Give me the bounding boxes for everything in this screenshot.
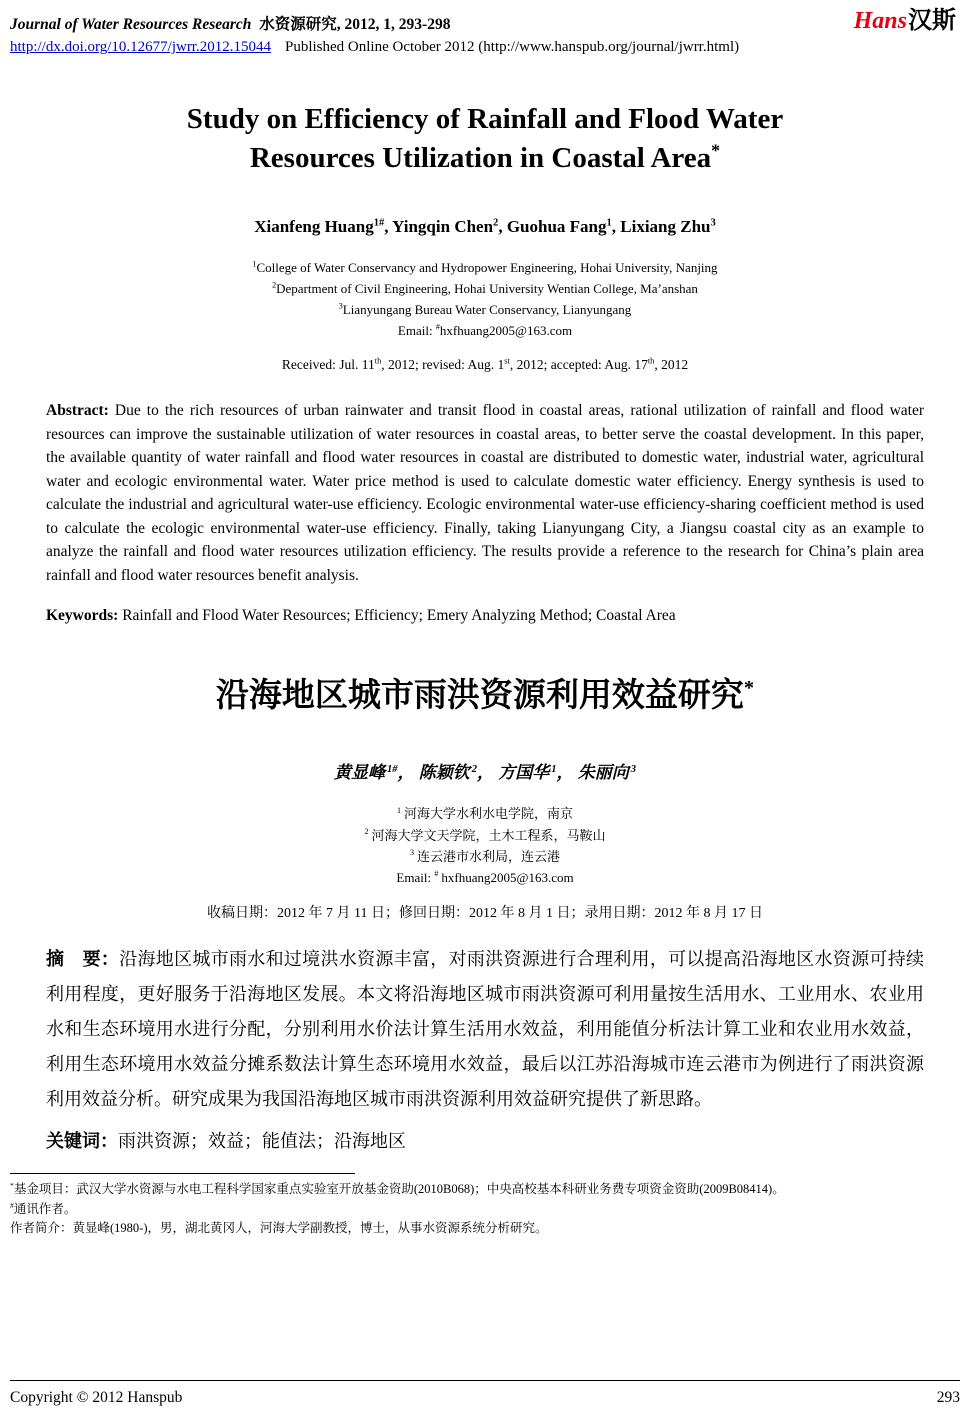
author-separator: ， [477, 763, 494, 783]
authors-en [46, 217, 924, 237]
journal-title-en: Journal of Water Resources Research [10, 16, 252, 33]
author-sup: 3 [630, 763, 637, 775]
author-name: Yingqin Chen [392, 216, 494, 236]
abstract-label-en: Abstract: [46, 402, 109, 420]
email-sup: # [434, 869, 439, 879]
affiliation-text: 河海大学水利水电学院，南京 [404, 806, 574, 822]
author-name: Guohua Fang [506, 216, 607, 236]
affiliation-sup: 1 [252, 259, 257, 269]
keywords-label-cn: 关键词： [46, 1131, 118, 1152]
hans-logo-en-text: Hans [853, 8, 907, 34]
hans-logo [854, 8, 960, 34]
affiliation-line [46, 278, 924, 299]
author-name: Lixiang Zhu [620, 216, 711, 236]
affiliation-sup: 3 [338, 301, 343, 311]
footnote-corresponding-mark: # [10, 1200, 14, 1210]
author-sup: 1# [373, 217, 385, 229]
author-sup: 2 [493, 217, 499, 229]
abstract-text-en: Due to the rich resources of urban rainwater and transit flood in coastal areas, rational utilization of rainfall and flood water resources can improve the sustainable utilization of water resources in coastal areas, to better serve the coastal development. In this paper, the available quantity of water rainfall and flood water resources in coastal are distributed to domestic water, industrial water, agricultural water and ecologic environmental water. Water price method is used to calculate domestic water efficiency. Energy synthesis is used to calculate the industrial and agricultural water-use efficiency. Ecologic environmental water-use efficiency-sharing coefficient method is used to calculate the ecologic environmental water-use efficiency. Finally, taking Lianyungang City, a Jiangsu coastal city as an example to analyze the rainfall and flood water resources utilization efficiency. The results provide a reference to the research for China’s plain area rainfall and flood water resources benefit analysis. [46, 402, 924, 584]
affiliation-line [46, 257, 924, 278]
keywords-text-en: Rainfall and Flood Water Resources; Efficiency; Emery Analyzing Method; Coastal Area [118, 607, 676, 625]
keywords-en [46, 607, 924, 625]
author-sup: 1 [551, 763, 557, 775]
received-sup: st [504, 356, 510, 366]
author [392, 217, 502, 236]
email-label: Email: [396, 869, 435, 885]
journal-title [10, 8, 450, 34]
page-number: 293 [936, 1389, 960, 1406]
authors-cn [46, 758, 924, 783]
email-address: hxfhuang2005@163.com [441, 869, 574, 885]
author [419, 763, 494, 782]
abstract-text-cn: 沿海地区城市雨水和过境洪水资源丰富，对雨洪资源进行合理利用，可以提高沿海地区水资源可持续利用程度，更好服务于沿海地区发展。本文将沿海地区城市雨洪资源可利用量按生活用水、工业用水、农业用水和生态环境用水进行分配，分别利用水价法计算生活用水效益，利用能值分析法计算工业和农业用水效益，利用生态环境用水效益分摊系数法计算生态环境用水效益，最后以江苏沿海城市连云港市为例进行了雨洪资源利用效益分析。研究成果为我国沿海地区城市雨洪资源利用效益研究提供了新思路。 [46, 948, 925, 1110]
footnote-fund-mark: * [10, 1180, 14, 1190]
received-sup: th [647, 356, 655, 366]
abstract-label-cn: 摘 要： [46, 948, 120, 969]
affiliation-line [46, 299, 924, 320]
keywords-text-cn: 雨洪资源；效益；能值法；沿海地区 [118, 1131, 406, 1152]
affiliation-sup: 2 [364, 827, 369, 837]
journal-title-cn: 水资源研究, 2012, 1, 293-298 [259, 16, 451, 33]
keywords-cn [46, 1127, 924, 1153]
footnote-bio [10, 1219, 960, 1238]
abstract-en [46, 399, 924, 587]
affiliation-line [46, 825, 924, 846]
author [507, 217, 616, 236]
received-text: , 2012 [654, 357, 689, 373]
keywords-label-en: Keywords: [46, 607, 119, 625]
email-label: Email: [397, 323, 436, 339]
footnote-bio-text: 作者简介：黄显峰(1980-)，男，湖北黄冈人，河海大学副教授，博士，从事水资源系统分析研究。 [10, 1220, 548, 1235]
author-name: 陈颖钦 [418, 763, 470, 783]
received-text: Received: Jul. 11 [281, 357, 375, 373]
footnote-divider [10, 1173, 355, 1174]
author [334, 763, 415, 782]
affiliation-line [46, 846, 924, 867]
author-separator: , [611, 216, 617, 236]
hans-logo-cn-text: 汉斯 [908, 8, 956, 34]
author [498, 763, 573, 782]
title-en-line1: Study on Efficiency of Rainfall and Flood Water [186, 103, 784, 136]
footnotes [10, 1173, 960, 1238]
author-sup: 1# [386, 763, 398, 775]
author-name: 方国华 [498, 763, 550, 783]
email-sup: # [435, 322, 440, 332]
title-en-footnote-mark: * [711, 140, 721, 160]
author-name: 朱丽向 [577, 763, 629, 783]
published-note: Published Online October 2012 (http://www.hanspub.org/journal/jwrr.html) [284, 39, 740, 56]
author-separator: ， [556, 763, 574, 783]
author [578, 763, 636, 782]
doi-line [10, 39, 960, 56]
affiliations-en [46, 257, 924, 341]
received-dates-en [46, 357, 924, 373]
journal-header-top [10, 8, 960, 34]
received-text: , 2012; revised: Aug. 1 [381, 357, 505, 373]
copyright-notice: Copyright © 2012 Hanspub [10, 1389, 183, 1406]
page-footer [10, 1380, 960, 1407]
footnote-fund [10, 1180, 960, 1199]
affiliation-sup: 2 [272, 280, 277, 290]
title-cn-footnote-mark: * [743, 677, 755, 700]
doi-link[interactable]: http://dx.doi.org/10.12677/jwrr.2012.15044 [10, 39, 271, 56]
affiliation-line [46, 803, 924, 824]
paper-title-cn [46, 669, 924, 716]
footnote-fund-text: 基金项目：武汉大学水资源与水电工程科学国家重点实验室开放基金资助(2010B068)；中央高校基本科研业务费专项资金资助(2009B08414)。 [13, 1182, 785, 1197]
affiliation-text: 连云港市水利局，连云港 [417, 848, 561, 864]
email-line [46, 320, 924, 341]
abstract-cn [46, 942, 924, 1117]
author [254, 217, 388, 236]
affiliation-sup: 1 [396, 806, 401, 816]
title-cn-text: 沿海地区城市雨洪资源利用效益研究 [215, 678, 744, 715]
author-name: 黄显峰 [333, 763, 385, 783]
author-name: Xianfeng Huang [254, 216, 374, 236]
received-dates-cn: 收稿日期：2012 年 7 月 11 日；修回日期：2012 年 8 月 1 日；录用日期：2012 年 8 月 17 日 [207, 905, 763, 921]
affiliation-sup: 3 [409, 848, 414, 858]
journal-header [10, 8, 960, 56]
author [620, 217, 716, 236]
author-separator: , [498, 216, 503, 236]
author-sup: 3 [710, 217, 716, 229]
footnote-corresponding-text: 通讯作者。 [13, 1201, 77, 1216]
affiliation-text: 河海大学文天学院，土木工程系，马鞍山 [371, 827, 606, 843]
affiliation-text: College of Water Conservancy and Hydropower Engineering, Hohai University, Nanjing [256, 259, 718, 275]
received-text: , 2012; accepted: Aug. 17 [509, 357, 648, 373]
affiliation-text: Lianyungang Bureau Water Conservancy, Lianyungang [342, 302, 632, 318]
email-line [46, 867, 924, 888]
author-separator: ， [397, 763, 415, 783]
affiliations-cn [46, 803, 924, 887]
affiliation-text: Department of Civil Engineering, Hohai University Wentian College, Ma’anshan [276, 280, 698, 296]
footnote-corresponding [10, 1200, 960, 1219]
email-address: hxfhuang2005@163.com [439, 323, 573, 339]
author-sup: 2 [471, 763, 477, 775]
author-sup: 1 [606, 217, 612, 229]
paper-content [10, 100, 960, 1153]
author-separator: , [384, 216, 389, 236]
received-sup: th [374, 356, 382, 366]
paper-title-en [46, 100, 924, 177]
title-en-line2: Resources Utilization in Coastal Area [249, 141, 712, 174]
